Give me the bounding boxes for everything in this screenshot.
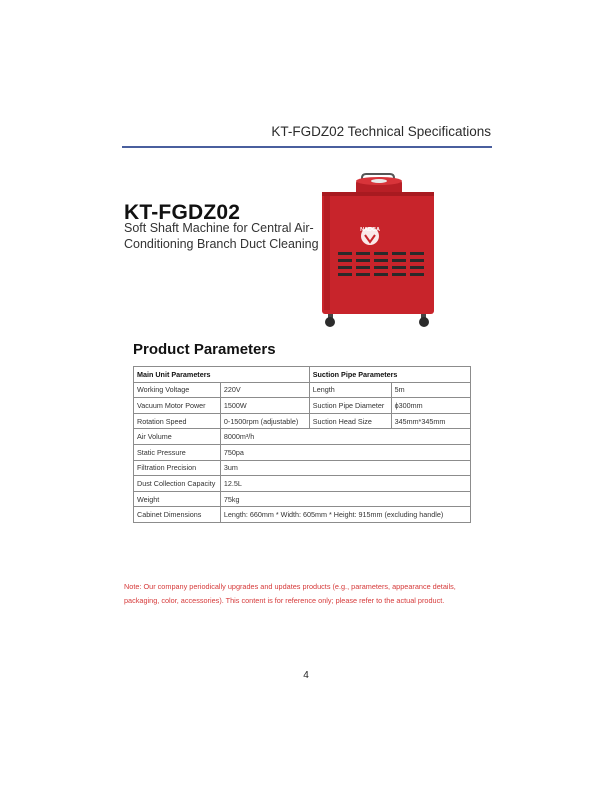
suction-value: ϕ300mm bbox=[391, 398, 470, 414]
param-value: 12.5L bbox=[220, 476, 470, 492]
suction-value: 345mm*345mm bbox=[391, 413, 470, 429]
param-value: 750pa bbox=[220, 444, 470, 460]
param-value: 8000m³/h bbox=[220, 429, 470, 445]
header-title: KT-FGDZ02 Technical Specifications bbox=[271, 124, 491, 139]
table-row bbox=[134, 507, 471, 523]
section-title: Product Parameters bbox=[133, 341, 276, 358]
table-row bbox=[134, 382, 471, 398]
param-value: Length: 660mm * Width: 605mm * Height: 915mm (excluding handle) bbox=[220, 507, 470, 523]
main-unit-header: Main Unit Parameters bbox=[134, 367, 310, 383]
disclaimer-note: Note: Our company periodically upgrades and updates products (e.g., parameters, appearance details, packaging, color, accessories). This content is for reference only; please refer to the actual product. bbox=[124, 582, 456, 605]
machine-image bbox=[318, 168, 438, 328]
header-rule bbox=[122, 146, 492, 148]
product-subtitle: Soft Shaft Machine for Central Air-Conditioning Branch Duct Cleaning bbox=[124, 221, 319, 251]
suction-label: Suction Head Size bbox=[309, 413, 391, 429]
param-value: 0-1500rpm (adjustable) bbox=[220, 413, 309, 429]
param-label: Filtration Precision bbox=[134, 460, 221, 476]
suction-label: Length bbox=[309, 382, 391, 398]
table-header-row bbox=[134, 367, 471, 383]
param-label: Weight bbox=[134, 491, 221, 507]
table-row bbox=[134, 398, 471, 414]
param-label: Air Volume bbox=[134, 429, 221, 445]
table-row bbox=[134, 429, 471, 445]
logo-text: NADCA bbox=[360, 227, 380, 233]
param-label: Working Voltage bbox=[134, 382, 221, 398]
table-row bbox=[134, 413, 471, 429]
suction-label: Suction Pipe Diameter bbox=[309, 398, 391, 414]
table-row bbox=[134, 444, 471, 460]
param-value: 75kg bbox=[220, 491, 470, 507]
suction-pipe-header: Suction Pipe Parameters bbox=[309, 367, 470, 383]
param-label: Rotation Speed bbox=[134, 413, 221, 429]
page-header bbox=[122, 124, 492, 148]
table-row bbox=[134, 476, 471, 492]
page-number: 4 bbox=[303, 670, 309, 681]
param-label: Dust Collection Capacity bbox=[134, 476, 221, 492]
table-row bbox=[134, 460, 471, 476]
param-value: 3um bbox=[220, 460, 470, 476]
parameters-table bbox=[133, 366, 471, 523]
param-label: Cabinet Dimensions bbox=[134, 507, 221, 523]
product-model: KT-FGDZ02 bbox=[124, 201, 241, 224]
param-value: 220V bbox=[220, 382, 309, 398]
param-label: Vacuum Motor Power bbox=[134, 398, 221, 414]
suction-value: 5m bbox=[391, 382, 470, 398]
param-value: 1500W bbox=[220, 398, 309, 414]
table-row bbox=[134, 491, 471, 507]
param-label: Static Pressure bbox=[134, 444, 221, 460]
